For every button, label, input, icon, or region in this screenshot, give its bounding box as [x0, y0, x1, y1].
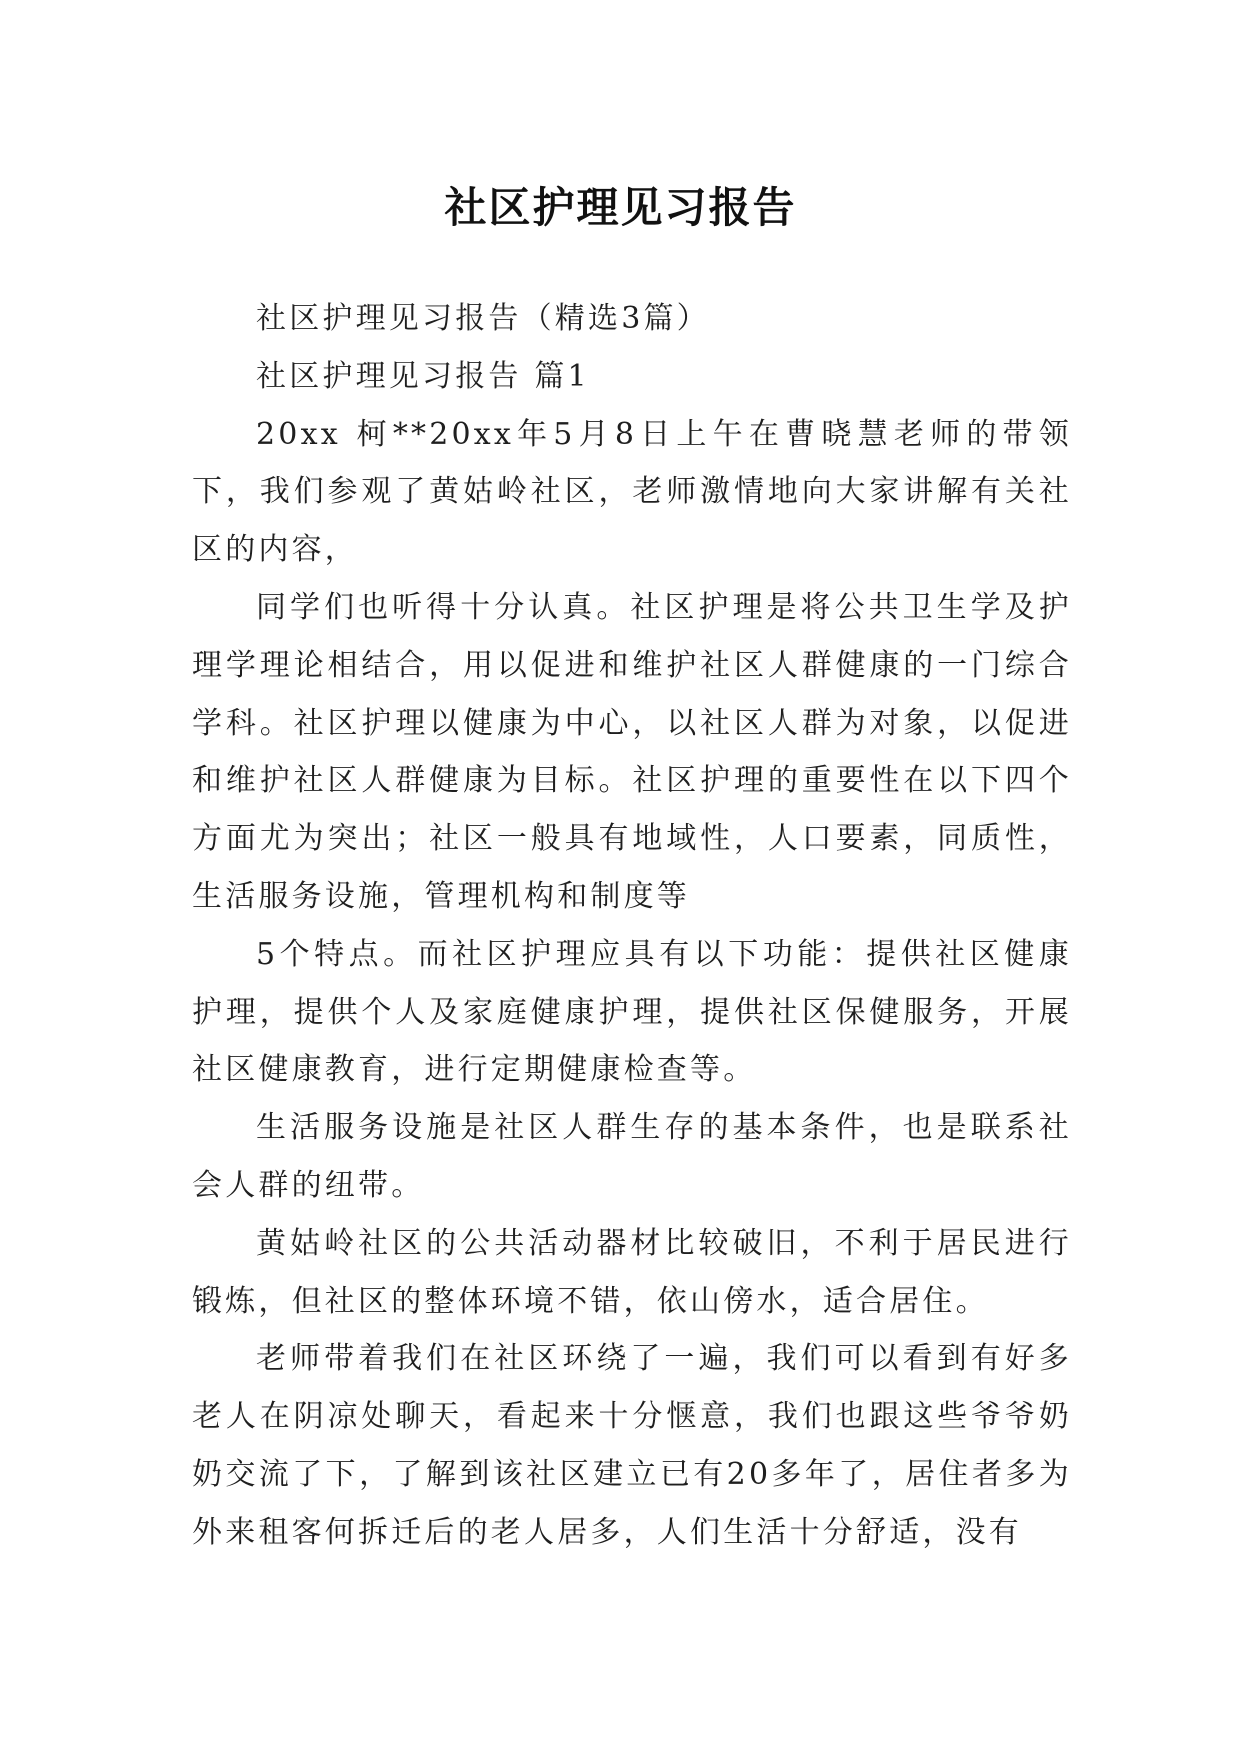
paragraph: 5个特点。而社区护理应具有以下功能：提供社区健康护理，提供个人及家庭健康护理，提供社区保健服务，开展社区健康教育，进行定期健康检查等。	[192, 936, 1072, 1088]
paragraph: 同学们也听得十分认真。社区护理是将公共卫生学及护理学理论相结合，用以促进和维护社区人群健康的一门综合学科。社区护理以健康为中心，以社区人群为对象，以促进和维护社区人群健康为目标。社区护理的重要性在以下四个方面尤为突出；社区一般具有地域性，人口要素，同质性，生活服务设施，管理机构和制度等	[192, 589, 1072, 914]
paragraph: 生活服务设施是社区人群生存的基本条件，也是联系社会人群的纽带。	[192, 1110, 1072, 1203]
document-body	[192, 290, 1072, 1562]
paragraph: 20xx 柯**20xx年5月8日上午在曹晓慧老师的带领下，我们参观了黄姑岭社区，老师激情地向大家讲解有关社区的内容，	[192, 416, 1072, 568]
paragraph: 黄姑岭社区的公共活动器材比较破旧，不利于居民进行锻炼，但社区的整体环境不错，依山傍水，适合居住。	[192, 1225, 1072, 1319]
paragraph-subtitle: 社区护理见习报告（精选3篇）	[256, 301, 710, 336]
paragraph-section-heading: 社区护理见习报告 篇1	[256, 358, 590, 394]
document-title: 社区护理见习报告	[444, 183, 797, 233]
paragraph: 老师带着我们在社区环绕了一遍，我们可以看到有好多老人在阴凉处聊天，看起来十分惬意，我们也跟这些爷爷奶奶交流了下，了解到该社区建立已有20多年了，居住者多为外来租客何拆迁后的老人居多，人们生活十分舒适，没有	[192, 1341, 1072, 1550]
